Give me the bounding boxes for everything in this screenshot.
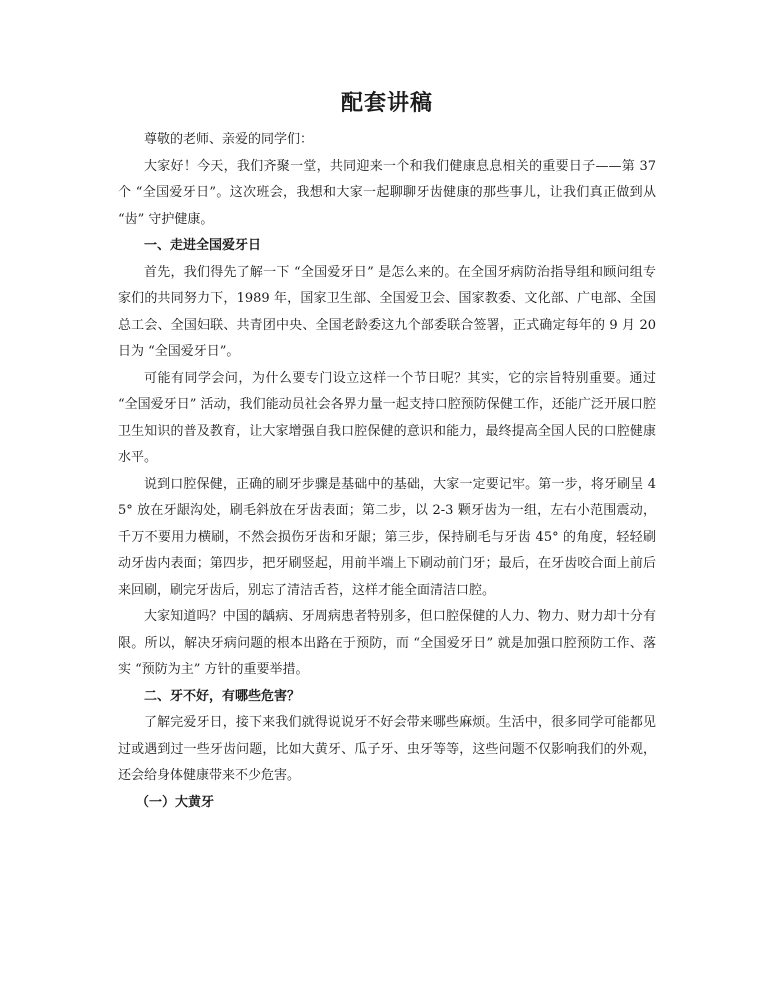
section-heading-1: 一、走进全国爱牙日 bbox=[144, 238, 262, 253]
greeting-paragraph: 尊敬的老师、亲爱的同学们： bbox=[144, 132, 314, 147]
document-page bbox=[118, 86, 656, 816]
section1-paragraph-3: 说到口腔保健，正确的刷牙步骤是基础中的基础，大家一定要记牢。第一步，将牙刷呈 45° 放在牙龈沟处，刷毛斜放在牙齿表面；第二步，以 2-3 颗牙齿为一组，左右小范围震动，千万不要用力横刷，不然会损伤牙齿和牙龈；第三步，保持刷毛与牙齿 45° 的角度，轻轻刷动牙齿内表面；第四步，把牙刷竖起，用前半端上下刷动前门牙；最后，在牙齿咬合面上前后来回刷，刷完牙齿后，别忘了清洁舌苔，这样才能全面清洁口腔。 bbox=[118, 476, 656, 598]
section1-paragraph-4: 大家知道吗？中国的龋病、牙周病患者特别多，但口腔保健的人力、物力、财力却十分有限。所以，解决牙病问题的根本出路在于预防，而 “全国爱牙日” 就是加强口腔预防工作、落实 “预防为主” 方针的重要举措。 bbox=[118, 609, 656, 677]
intro-paragraph: 大家好！今天，我们齐聚一堂，共同迎来一个和我们健康息息相关的重要日子——第 37 个 “全国爱牙日”。这次班会，我想和大家一起聊聊牙齿健康的那些事儿，让我们真正做到从 “齿” 守护健康。 bbox=[118, 158, 656, 227]
section1-paragraph-1: 首先，我们得先了解一下 “全国爱牙日” 是怎么来的。在全国牙病防治指导组和顾问组专家们的共同努力下，1989 年，国家卫生部、全国爱卫会、国家教委、文化部、广电部、全国总工会、全国妇联、共青团中央、全国老龄委这九个部委联合签署，正式确定每年的 9 月 20 日为 “全国爱牙日”。 bbox=[118, 264, 656, 359]
page-title: 配套讲稿 bbox=[340, 90, 433, 116]
section2-paragraph-1: 了解完爱牙日，接下来我们就得说说牙不好会带来哪些麻烦。生活中，很多同学可能都见过或遇到过一些牙齿问题，比如大黄牙、瓜子牙、虫牙等等，这些问题不仅影响我们的外观，还会给身体健康带来不少危害。 bbox=[118, 715, 656, 783]
section1-paragraph-2: 可能有同学会问，为什么要专门设立这样一个节日呢？其实，它的宗旨特别重要。通过 “全国爱牙日” 活动，我们能动员社会各界力量一起支持口腔预防保健工作，还能广泛开展口腔卫生知识的普及教育，让大家增强自我口腔保健的意识和能力，最终提高全国人民的口腔健康水平。 bbox=[118, 370, 656, 465]
subsection-heading: （一）大黄牙 bbox=[136, 794, 215, 810]
section-heading-2: 二、牙不好，有哪些危害？ bbox=[144, 688, 301, 704]
